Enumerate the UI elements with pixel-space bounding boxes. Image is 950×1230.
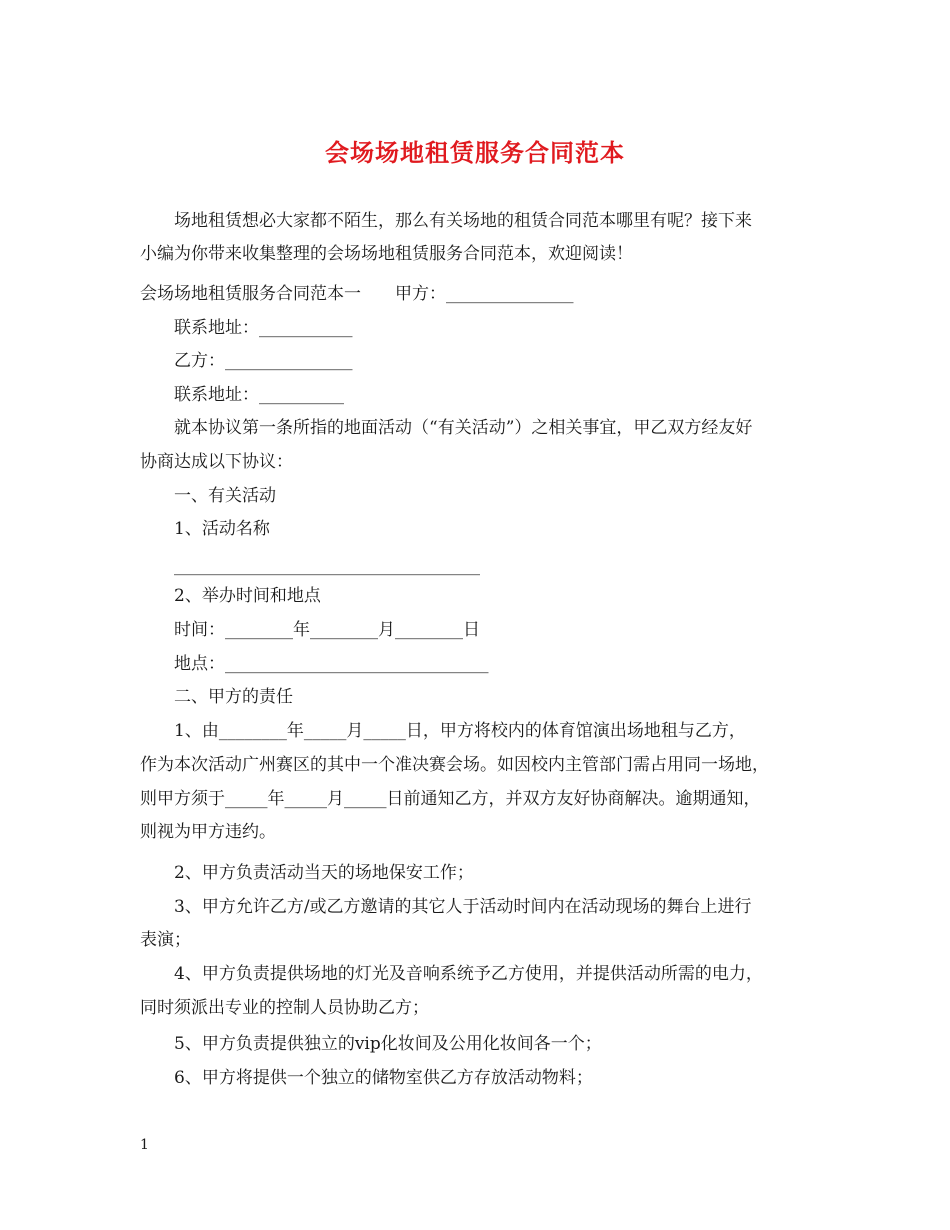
paragraph-line: 一、有关活动 — [174, 486, 276, 506]
paragraph-line: 时间：________年________月________日 — [174, 620, 480, 640]
paragraph-line: 1、由________年_____月_____日，甲方将校内的体育馆演出场地租与乙方， — [174, 721, 746, 741]
page-number: 1 — [140, 1137, 149, 1153]
paragraph-line: 场地租赁想必大家都不陌生，那么有关场地的租赁合同范本哪里有呢？接下来 — [174, 211, 752, 231]
paragraph-line: 1、活动名称 — [174, 519, 270, 539]
paragraph-line: 2、甲方负责活动当天的场地保安工作； — [174, 863, 474, 883]
paragraph-line: 协商达成以下协议： — [140, 452, 293, 472]
paragraph-line: 联系地址：__________ — [174, 385, 344, 405]
paragraph-line: 4、甲方负责提供场地的灯光及音响系统予乙方使用，并提供活动所需的电力， — [174, 964, 763, 984]
paragraph-line: 就本协议第一条所指的地面活动（“有关活动”）之相关事宜，甲乙双方经友好 — [174, 418, 753, 438]
paragraph-line: 表演； — [140, 930, 191, 950]
paragraph-line: ____________________________________ — [174, 556, 480, 576]
paragraph-line: 同时须派出专业的控制人员协助乙方； — [140, 998, 429, 1018]
paragraph-line: 2、举办时间和地点 — [174, 586, 321, 606]
paragraph-line: 5、甲方负责提供独立的vip化妆间及公用化妆间各一个； — [174, 1034, 602, 1054]
paragraph-line: 6、甲方将提供一个独立的储物室供乙方存放活动物料； — [174, 1068, 593, 1088]
paragraph-line: 地点：_______________________________ — [174, 654, 489, 674]
paragraph-line: 小编为你带来收集整理的会场场地租赁服务合同范本，欢迎阅读！ — [140, 244, 633, 264]
paragraph-line: 3、甲方允许乙方/或乙方邀请的其它人于活动时间内在活动现场的舞台上进行 — [174, 897, 752, 917]
paragraph-line: 则视为甲方违约。 — [140, 822, 276, 842]
paragraph-line: 作为本次活动广州赛区的其中一个准决赛会场。如因校内主管部门需占用同一场地， — [140, 755, 769, 775]
paragraph-line: 二、甲方的责任 — [174, 687, 293, 707]
paragraph-line: 联系地址：___________ — [174, 318, 353, 338]
document-title: 会场场地租赁服务合同范本 — [325, 138, 625, 167]
paragraph-line: 则甲方须于_____年_____月_____日前通知乙方，并双方友好协商解决。逾期通知， — [140, 789, 761, 809]
paragraph-line: 会场场地租赁服务合同范本一 甲方：_______________ — [140, 284, 574, 304]
paragraph-line: 乙方：_______________ — [174, 351, 353, 371]
